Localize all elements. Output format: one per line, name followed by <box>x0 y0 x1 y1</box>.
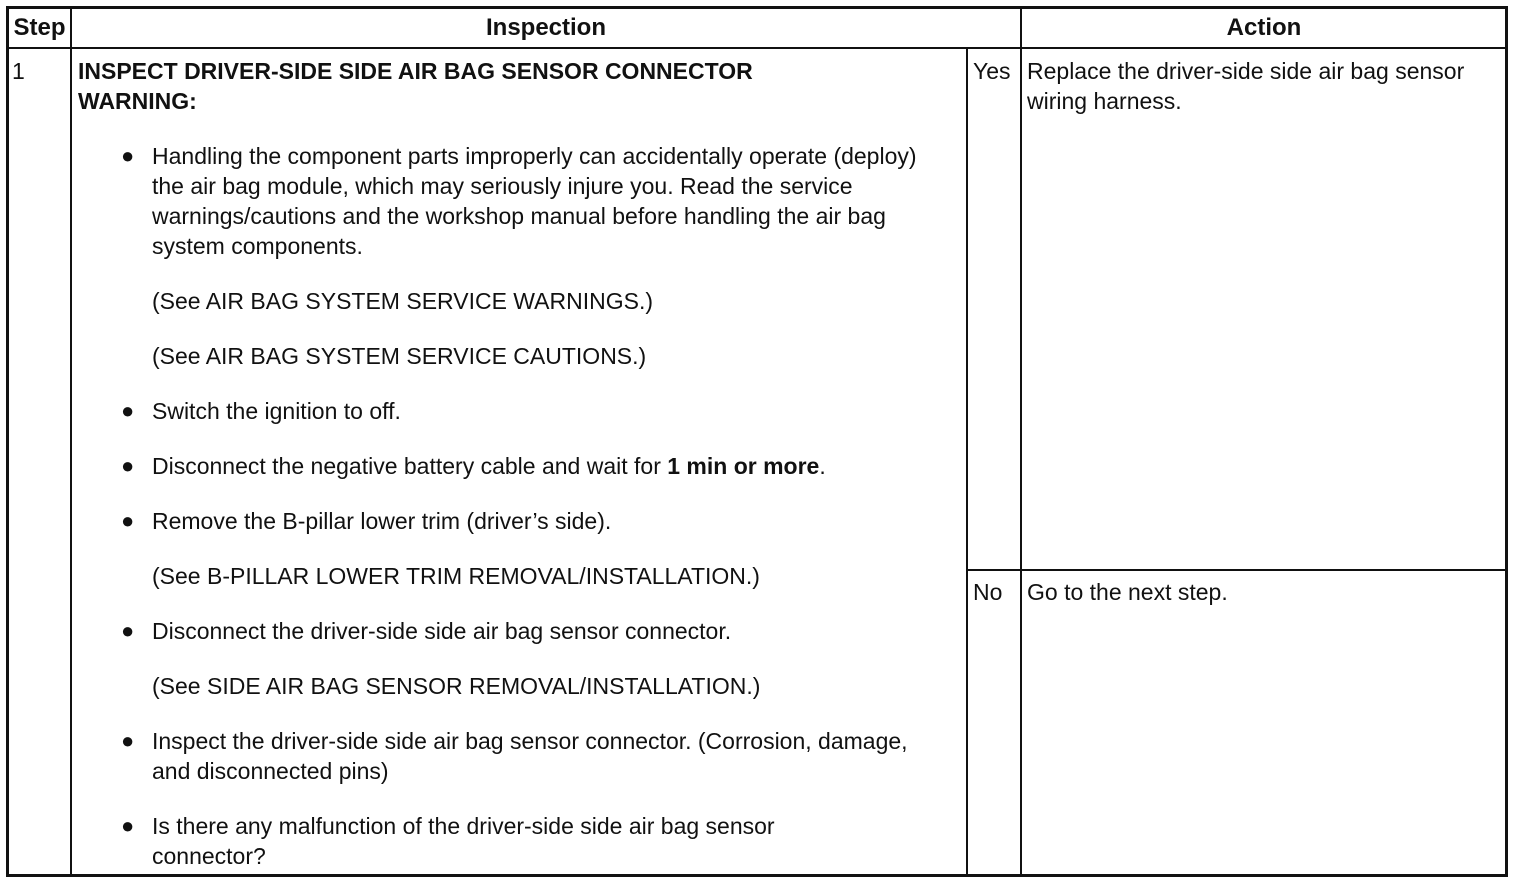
bullet-icon: ● <box>121 143 135 168</box>
column-divider-answer <box>966 48 968 876</box>
header-divider <box>8 47 1506 49</box>
wait-duration: 1 min or more <box>667 453 820 479</box>
yes-label: Yes <box>973 58 1011 84</box>
header-inspection: Inspection <box>485 14 606 41</box>
column-divider-action <box>1020 8 1022 876</box>
bullet-icon: ● <box>121 728 135 753</box>
inspect-connector-text: Inspect the driver-side side air bag sensor connector. (Corrosion, damage, and disconnected pins) <box>152 728 908 784</box>
disconnect-battery-text <box>152 451 942 481</box>
disconnect-sensor-text: Disconnect the driver-side side air bag sensor connector. <box>152 618 732 644</box>
bullet-icon: ● <box>121 508 135 533</box>
warning-item-text: Handling the component parts improperly can accidentally operate (deploy) the air bag module, which may seriously injure you. Read the service warnings/cautions and the workshop manual before handling the air bag system components. <box>152 143 917 259</box>
step-number: 1 <box>12 58 25 84</box>
header-step: Step <box>13 14 66 41</box>
bullet-icon: ● <box>121 453 135 478</box>
yes-no-divider <box>966 569 1506 571</box>
disconnect-battery-lead: Disconnect the negative battery cable and wait for <box>152 453 668 479</box>
disconnect-battery-period: . <box>819 453 826 479</box>
inspection-heading: INSPECT DRIVER-SIDE SIDE AIR BAG SENSOR CONNECTOR <box>78 58 753 84</box>
warning-label: WARNING: <box>78 88 197 114</box>
bullet-icon: ● <box>121 618 135 643</box>
bullet-icon: ● <box>121 398 135 423</box>
reference-trim-removal: (See B-PILLAR LOWER TRIM REMOVAL/INSTALLATION.) <box>152 563 760 589</box>
reference-sensor-removal: (See SIDE AIR BAG SENSOR REMOVAL/INSTALLATION.) <box>152 673 761 699</box>
column-divider-step <box>70 8 72 876</box>
header-action: Action <box>1226 14 1302 41</box>
bullet-icon: ● <box>121 813 135 838</box>
no-label: No <box>973 579 1003 605</box>
malfunction-question-text: Is there any malfunction of the driver-side side air bag sensor connector? <box>152 813 775 869</box>
yes-action-text: Replace the driver-side side air bag sensor wiring harness. <box>1027 58 1465 114</box>
reference-warnings: (See AIR BAG SYSTEM SERVICE WARNINGS.) <box>152 288 654 314</box>
remove-trim-text: Remove the B-pillar lower trim (driver’s side). <box>152 508 612 534</box>
no-action-text: Go to the next step. <box>1027 579 1228 605</box>
ignition-off-text: Switch the ignition to off. <box>152 398 401 424</box>
reference-cautions: (See AIR BAG SYSTEM SERVICE CAUTIONS.) <box>152 343 647 369</box>
